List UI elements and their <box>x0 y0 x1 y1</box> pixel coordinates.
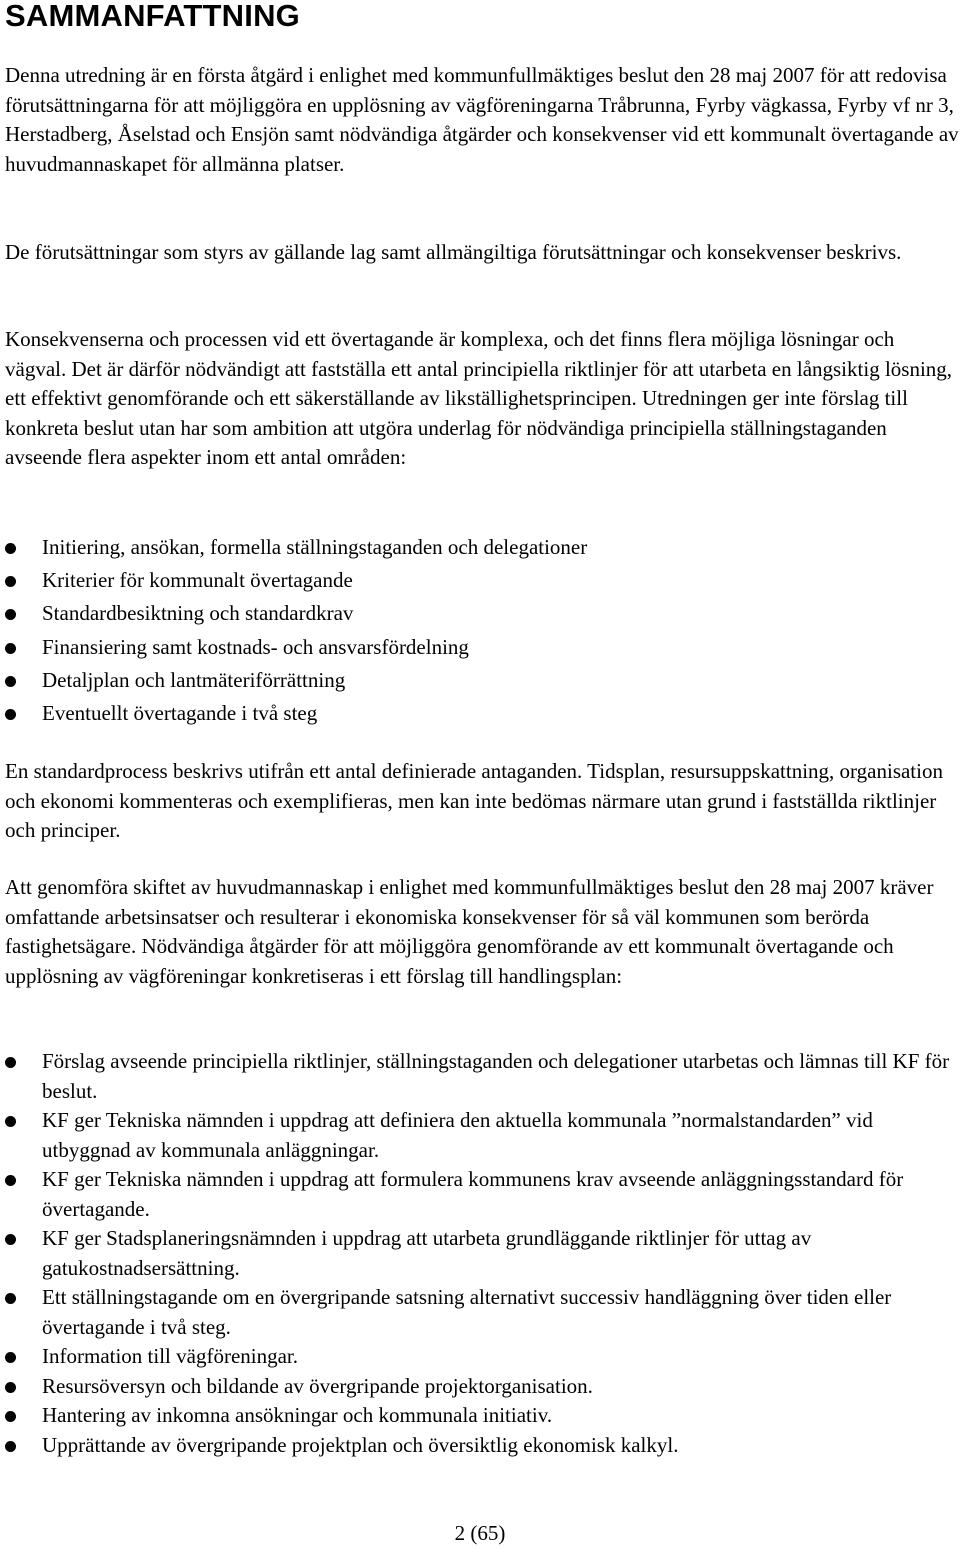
list-item-text: Förslag avseende principiella riktlinjer, ställningstaganden och delegationer utarbetas och lämnas till KF för beslut. <box>42 1049 950 1103</box>
bullet-icon <box>5 543 16 554</box>
bullet-icon <box>5 1411 16 1422</box>
list-item-text: KF ger Tekniska nämnden i uppdrag att definiera den aktuella kommunala ”normalstandarden” vid utbyggnad av kommunala anläggningar. <box>42 1108 873 1162</box>
bullet-icon <box>5 709 16 720</box>
list-item-text: Resursöversyn och bildande av övergripande projektorganisation. <box>42 1373 593 1398</box>
paragraph-intro: Denna utredning är en första åtgärd i enlighet med kommunfullmäktiges beslut den 28 maj 2007 för att redovisa förutsättningarna för att möjliggöra en upplösning av vägföreningarna Tråbrunna, Fyrby vägkassa, Fyrby vf nr 3, Herstadberg, Åselstad och Ensjön samt nödvändiga åtgärder och konsekvenser vid ett kommunalt övertagande av huvudmannaskapet för allmänna platser. <box>5 63 959 176</box>
bullet-icon <box>5 676 16 687</box>
list-item <box>5 566 960 599</box>
list-item-text: KF ger Tekniska nämnden i uppdrag att formulera kommunens krav avseende anläggningsstandard för övertagande. <box>42 1167 904 1221</box>
list-item <box>5 533 960 566</box>
list-item <box>5 699 960 732</box>
bullet-icon <box>5 1293 16 1304</box>
list-item <box>5 1401 960 1431</box>
list-item <box>5 599 960 632</box>
list-item-text: Kriterier för kommunalt övertagande <box>42 568 353 593</box>
bullet-icon <box>5 643 16 654</box>
list-item <box>5 1342 960 1372</box>
page-number: 2 (65) <box>454 1521 506 1545</box>
bullet-icon <box>5 576 16 587</box>
list-item <box>5 1283 960 1342</box>
list-item <box>5 1372 960 1402</box>
list-item-text: Hantering av inkomna ansökningar och kommunala initiativ. <box>42 1403 553 1427</box>
bullet-icon <box>5 1057 16 1068</box>
list-item <box>5 1224 960 1283</box>
list-item-text: Finansiering samt kostnads- och ansvarsfördelning <box>42 634 469 659</box>
bullet-icon <box>5 1175 16 1186</box>
bullet-icon <box>5 1441 16 1452</box>
list-item-text: Initiering, ansökan, formella ställningstaganden och delegationer <box>42 535 588 559</box>
bullet-icon <box>5 1382 16 1393</box>
bullet-icon <box>5 1352 16 1363</box>
list-item <box>5 1047 960 1106</box>
paragraph-consequences: Konsekvenserna och processen vid ett övertagande är komplexa, och det finns flera möjliga lösningar och vägval. Det är därför nödvändigt att fastställa ett antal principiella riktlinjer för att utarbeta en långsiktig lösning, ett effektivt genomförande och ett säkerställande av likställighetsprincipen. Utredningen ger inte förslag till konkreta beslut utan har som ambition att utgöra underlag för nödvändiga principiella ställningstaganden avseende flera aspekter inom ett antal områden: <box>5 327 953 469</box>
list-item-text: Information till vägföreningar. <box>42 1344 299 1368</box>
action-plan-list <box>5 1047 960 1460</box>
list-item <box>5 1431 960 1461</box>
list-item-text: Eventuellt övertagande i två steg <box>42 700 318 725</box>
page-title: SAMMANFATTNING <box>5 0 300 33</box>
list-item-text: Ett ställningstagande om en övergripande satsning alternativt successiv handläggning över tiden eller övertagande i två steg. <box>42 1285 892 1339</box>
list-item <box>5 633 960 666</box>
bullet-icon <box>5 1234 16 1245</box>
bullet-icon <box>5 609 16 620</box>
areas-list <box>5 533 960 732</box>
list-item <box>5 666 960 699</box>
list-item-text: KF ger Stadsplaneringsnämnden i uppdrag att utarbeta grundläggande riktlinjer för uttag av gatukostnadsersättning. <box>42 1226 812 1280</box>
paragraph-conditions: De förutsättningar som styrs av gällande lag samt allmängiltiga förutsättningar och konsekvenser beskrivs. <box>5 240 902 264</box>
paragraph-standard-process: En standardprocess beskrivs utifrån ett antal definierade antaganden. Tidsplan, resursuppskattning, organisation och ekonomi kommenteras och exemplifieras, men kan inte bedömas närmare utan grund i fastställda riktlinjer och principer. <box>5 759 943 842</box>
paragraph-action-plan: Att genomföra skiftet av huvudmannaskap i enlighet med kommunfullmäktiges beslut den 28 maj 2007 kräver omfattande arbetsinsatser och resulterar i ekonomiska konsekvenser för så väl kommunen som berörda fastighetsägare. Nödvändiga åtgärder för att möjliggöra genomförande av ett kommunalt övertagande och upplösning av vägföreningar konkretiseras i ett förslag till handlingsplan: <box>5 875 934 988</box>
list-item-text: Detaljplan och lantmäteriförrättning <box>42 667 346 692</box>
list-item <box>5 1106 960 1165</box>
list-item-text: Standardbesiktning och standardkrav <box>42 601 354 626</box>
list-item-text: Upprättande av övergripande projektplan och översiktlig ekonomisk kalkyl. <box>42 1432 679 1457</box>
bullet-icon <box>5 1116 16 1127</box>
list-item <box>5 1165 960 1224</box>
